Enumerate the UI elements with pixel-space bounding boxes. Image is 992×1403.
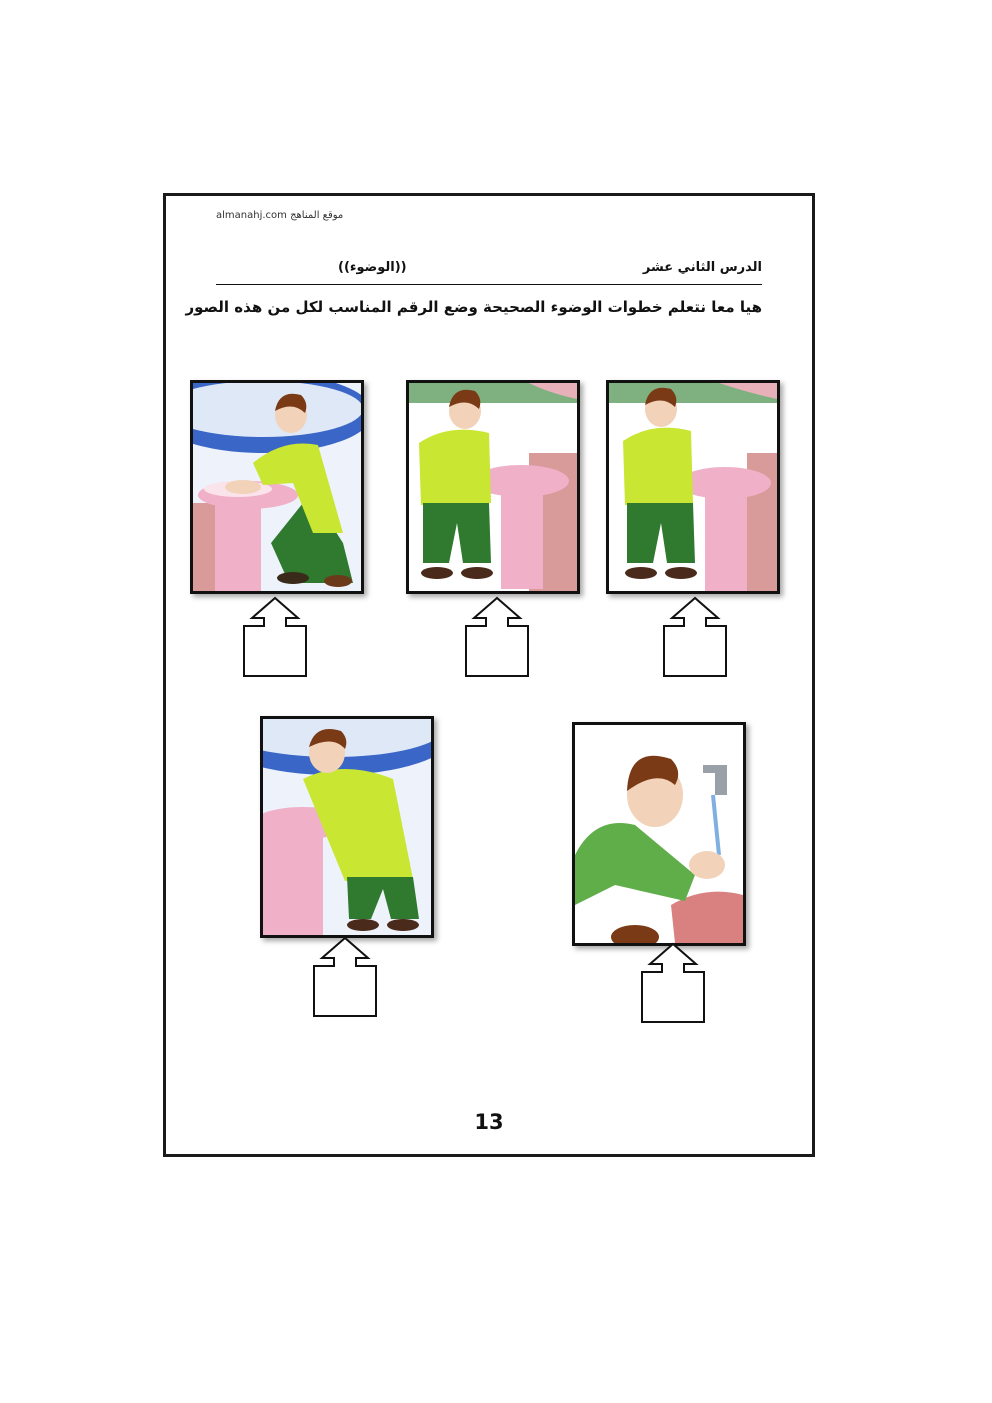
site-credit: almanahj.com موقع المناهج bbox=[216, 210, 344, 221]
answer-box[interactable] bbox=[662, 596, 728, 678]
answer-box[interactable] bbox=[640, 942, 706, 1024]
answer-box[interactable] bbox=[464, 596, 530, 678]
worksheet-page bbox=[163, 193, 815, 1157]
answer-box[interactable] bbox=[242, 596, 308, 678]
step-image-washing-hands bbox=[572, 722, 746, 946]
answer-box[interactable] bbox=[312, 936, 378, 1018]
step-image-washing-feet bbox=[190, 380, 364, 594]
step-image-washing-face bbox=[260, 716, 434, 938]
step-image-wiping-head bbox=[606, 380, 780, 594]
header-divider bbox=[216, 284, 762, 285]
topic-title: ((الوضوء)) bbox=[338, 260, 407, 275]
page-number: 13 bbox=[474, 1110, 504, 1134]
instruction-text: هيا معا نتعلم خطوات الوضوء الصحيحة وضع الرقم المناسب لكل من هذه الصور bbox=[185, 298, 762, 316]
step-image-wiping-ears bbox=[406, 380, 580, 594]
lesson-title: الدرس الثاني عشر bbox=[642, 260, 762, 275]
